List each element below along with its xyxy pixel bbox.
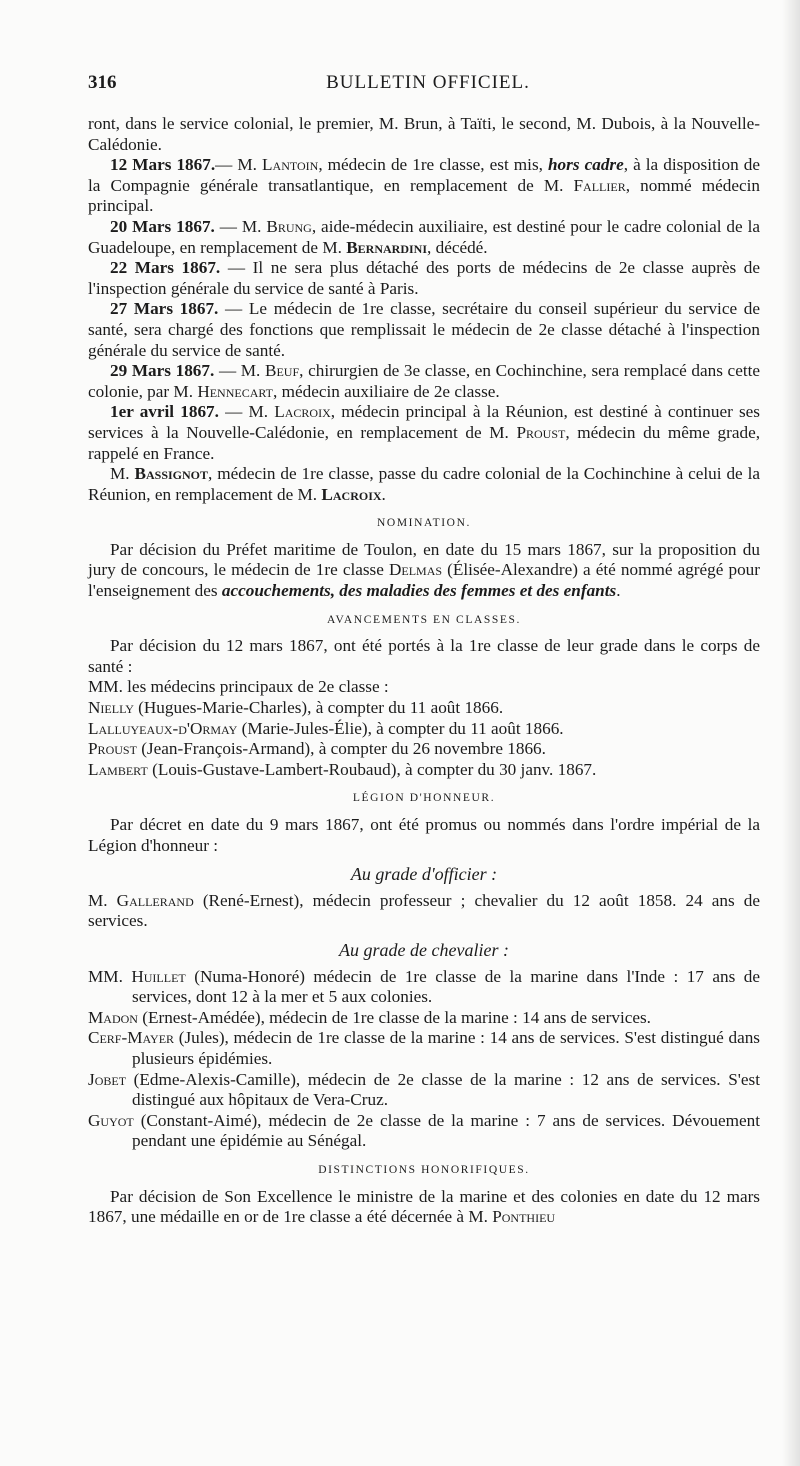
person-name: Hennecart [197,381,274,401]
person-name: Nielly [88,698,134,718]
text-run: Par décision du Préfet maritime de Toulon, en date du 15 mars 1867, sur la proposition du jury de concours, le médecin de 1re classe [88,539,760,580]
text-run: (Constant-Aimé), médecin de 2e classe de la marine : 7 ans de services. Dévouement pendant une épidémie au Sénégal. [132,1110,760,1151]
text-run: — M. [215,155,263,175]
paragraph-continuation [88,114,760,155]
person-name: Jobet [88,1069,127,1089]
text-run: , médecin de 1re classe, passe du cadre colonial de la Cochinchine à celui de la Réunion, en remplacement de M. [88,464,760,504]
text-run: , chirurgien de 3e classe, en Cochinchine, sera remplacé dans cette colonie, par M. [88,361,760,401]
text-run: (Louis-Gustave-Lambert-Roubaud), à compter du 30 janv. 1867. [147,759,597,779]
text-run: — M. [218,402,275,422]
paragraph-22-mars [88,258,760,299]
person-name: Lacroix [274,402,331,422]
section-heading-legion: LÉGION D'HONNEUR. [352,792,496,805]
italic-text: accouchements, des maladies des femmes et des enfants [221,581,617,601]
paragraph-29-mars [88,361,760,402]
text-run: (Numa-Honoré) médecin de 1re classe de la marine dans l'Inde : 17 ans de services, dont 12 à la mer et 5 aux colonies. [132,966,760,1007]
person-name: Delmas [388,560,443,580]
person-name: Guyot [88,1110,134,1130]
text-run: , médecin de 1re classe, est mis, [318,155,548,175]
entry-date: 1er avril 1867. [110,402,219,422]
text-run: M. [88,890,117,910]
person-name: Lalluyeaux-d'Ormay [88,718,238,738]
list-item [88,1028,760,1069]
section-heading-distinctions: DISTINCTIONS HONORIFIQUES. [318,1163,530,1176]
text-run: — Le médecin de 1re classe, secrétaire du conseil supérieur du service de santé, sera chargé des fonctions que remplissait le médecin de 2e classe détaché à l'inspection générale du service de santé. [88,299,760,360]
person-name: Brung [266,216,312,236]
section-heading-avancements: AVANCEMENTS EN CLASSES. [327,613,521,626]
list-item [88,719,760,740]
person-name: Lantoin [262,155,319,175]
entry-date: 20 Mars 1867. [110,216,215,236]
person-name: Proust [516,422,566,442]
text-run: (Ernest-Amédée), médecin de 1re classe de la marine : 14 ans de services. [137,1007,651,1027]
paragraph-distinctions [88,1187,760,1228]
text-run: , médecin principal à la Réunion, est destiné à continuer ses services à la Nouvelle-Calédonie, en remplacement de M. [88,402,760,442]
text-run: M. [110,464,135,484]
text-run: . [616,581,621,601]
list-item [88,739,760,760]
person-name: Beuf [265,361,300,381]
text-run: (René-Ernest), médecin professeur ; chevalier du 12 août 1858. 24 ans de services. [88,890,760,931]
text-run: . [381,484,386,504]
paragraph-bassignot [88,464,760,505]
person-name: Fallier [573,175,626,195]
text-run: Par décision de Son Excellence le ministre de la marine et des colonies en date du 12 mars 1867, une médaille en or de 1re classe a été décernée à M. [88,1186,760,1227]
text-run: (Edme-Alexis-Camille), médecin de 2e classe de la marine : 12 ans de services. S'est distingué aux hôpitaux de Vera-Cruz. [126,1069,760,1110]
body-text [88,114,760,1228]
person-name: Proust [88,739,137,759]
person-name: Huillet [131,966,186,986]
text-run: MM. [88,966,132,986]
text-run: (Jean-François-Armand), à compter du 26 novembre 1866. [136,739,546,759]
subsection-heading-chevalier: Au grade de chevalier : [339,939,509,960]
text-run: (Élisée-Alexandre) a été nommé agrégé pour l'enseignement des [88,560,760,601]
paragraph-12-mars [88,155,760,217]
paragraph-27-mars [88,299,760,361]
entry-date: 12 Mars 1867. [110,155,216,175]
text-run: , décédé. [427,237,488,257]
section-heading-nomination: NOMINATION. [377,517,471,530]
text-run: — M. [214,216,267,236]
paragraph-avancements-intro: Par décision du 12 mars 1867, ont été portés à la 1re classe de leur grade dans le corps de santé : [88,636,760,676]
person-name: Lambert [88,759,148,779]
paragraph-1er-avril [88,402,760,464]
text-run: , médecin du même grade, rappelé en France. [88,422,760,463]
text-run: (Marie-Jules-Élie), à compter du 11 août 1866. [237,718,564,738]
text-run: , aide-médecin auxiliaire, est destiné pour le cadre colonial de la Guadeloupe, en remplacement de M. [88,216,760,257]
italic-text: hors cadre [548,155,624,175]
text-run: , à la disposition de la Compagnie générale transatlantique, en remplacement de M. [88,155,760,195]
text-run: (Hugues-Marie-Charles), à compter du 11 août 1866. [133,698,504,718]
text-run: (Jules), médecin de 1re classe de la marine : 14 ans de services. S'est distingué dans plusieurs épidémies. [132,1028,760,1068]
list-item [88,1111,760,1152]
list-item [88,1008,760,1029]
paragraph-avancements-mm: MM. les médecins principaux de 2e classe : [88,677,389,697]
person-name: Ponthieu [492,1207,556,1227]
person-name: Bernardini [346,237,428,257]
paragraph-nomination [88,540,760,602]
person-name: Lacroix [321,484,382,504]
paragraph-text: ront, dans le service colonial, le premier, M. Brun, à Taïti, le second, M. Dubois, à la Nouvelle-Calédonie. [88,114,760,154]
text-run: , nommé médecin principal. [88,175,760,216]
entry-date: 29 Mars 1867. [110,361,215,381]
text-run: — M. [214,361,266,381]
paragraph-legion-intro: Par décret en date du 9 mars 1867, ont été promus ou nommés dans l'ordre impérial de la Légion d'honneur : [88,815,760,855]
paragraph-20-mars [88,217,760,258]
page-number: 316 [88,72,117,93]
entry-date: 27 Mars 1867. [110,299,219,319]
running-head: BULLETIN OFFICIEL. [326,72,530,93]
person-name: Cerf-Mayer [88,1028,175,1048]
list-item [88,967,760,1008]
person-name: Bassignot [134,464,209,484]
list-item [88,698,760,719]
paragraph-officier [88,891,760,932]
person-name: Gallerand [116,890,194,910]
page-header [88,72,768,106]
person-name: Madon [88,1007,138,1027]
text-run: , médecin auxiliaire de 2e classe. [273,381,500,401]
page-spine-shadow [782,0,800,1466]
subsection-heading-officier: Au grade d'officier : [350,864,498,885]
list-item [88,1070,760,1111]
text-run: — Il ne sera plus détaché des ports de médecins de 2e classe auprès de l'inspection générale du service de santé à Paris. [88,258,761,298]
list-item [88,760,760,781]
entry-date: 22 Mars 1867. [110,258,221,278]
